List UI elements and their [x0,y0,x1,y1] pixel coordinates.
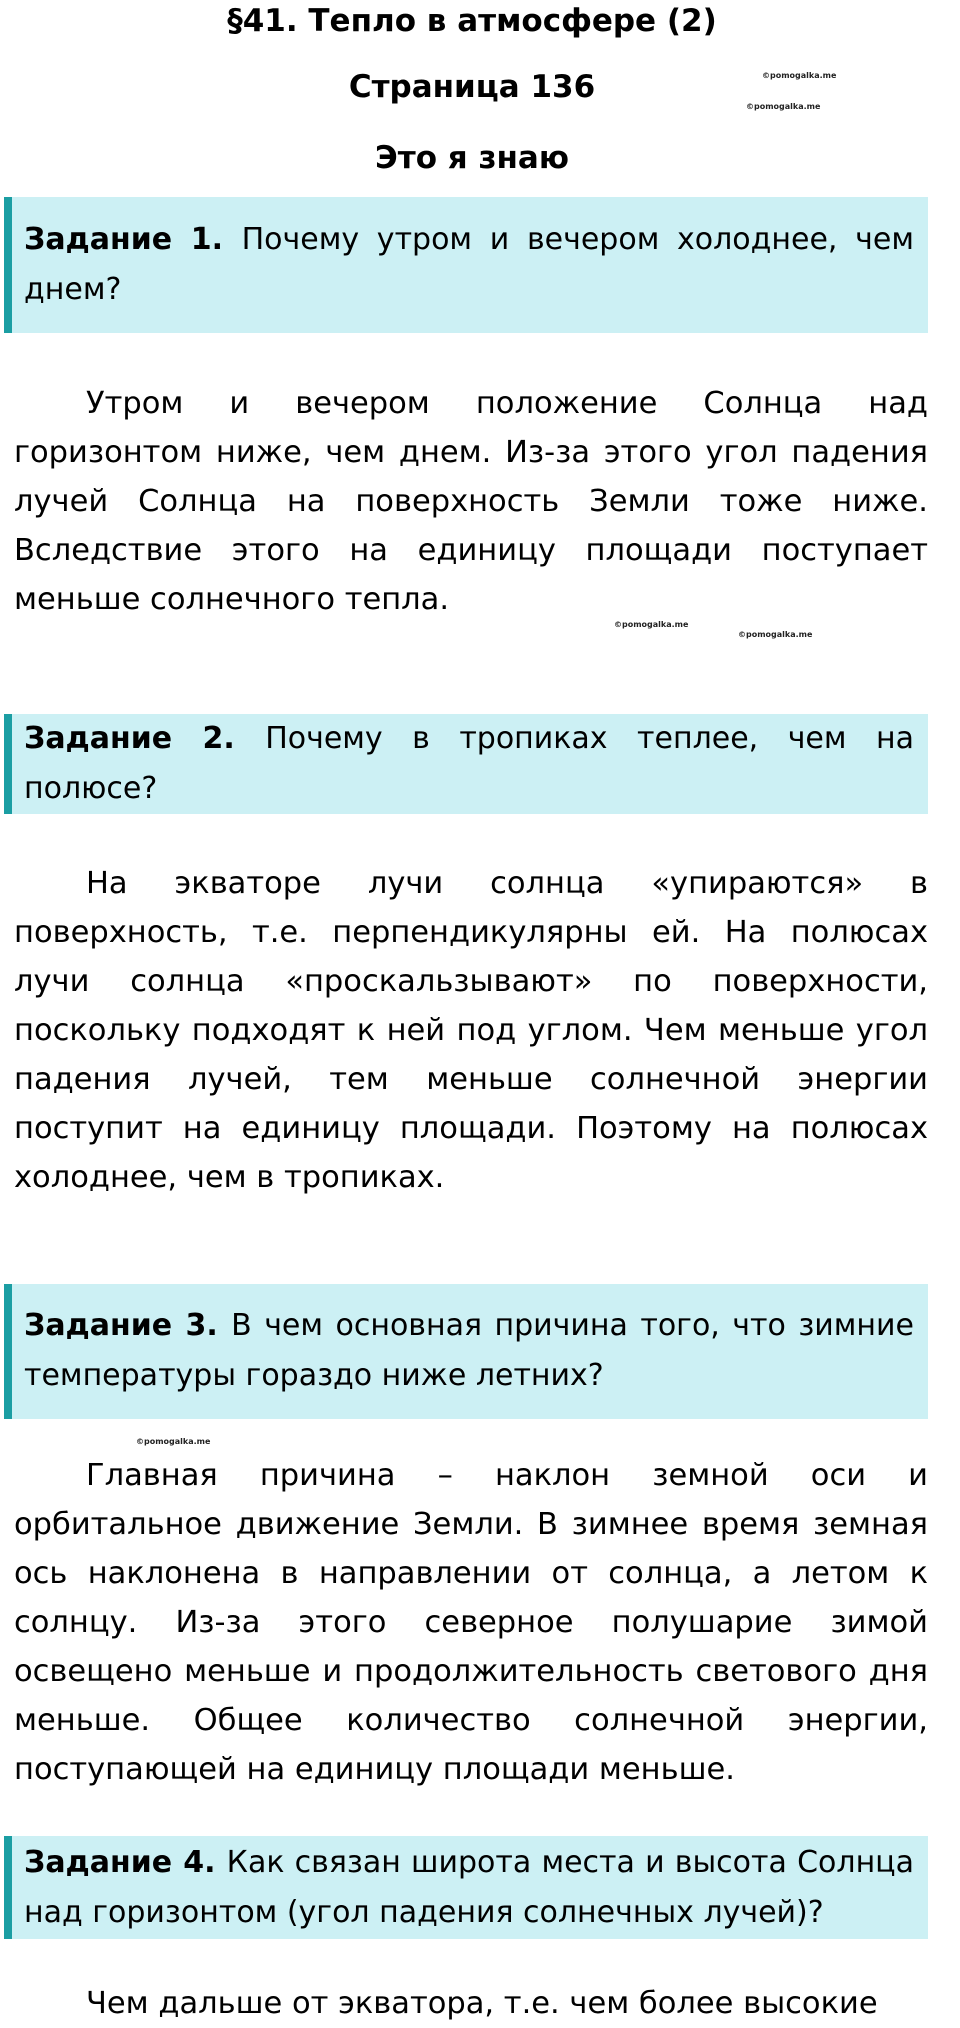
task-answer-1: Утром и вечером положение Солнца над горизонтом ниже, чем днем. Из-за этого угол падения лучей Солнца на поверхность Земли тоже ниже. Вследствие этого на единицу площади поступает меньше солнечного тепла. [14,386,928,617]
watermark: ©pomogalka.me [136,1437,211,1446]
watermark: ©pomogalka.me [614,620,689,629]
task-question: Почему в тропиках теплее, чем на полюсе? [24,721,914,806]
page-number-heading: Страница 136 [348,69,596,105]
section-heading: Это я знаю [375,140,569,176]
task-box-3 [4,1284,928,1419]
task-box-4 [4,1836,928,1939]
task-label: Задание 2. [24,721,266,756]
watermark: ©pomogalka.me [762,71,837,80]
watermark: ©pomogalka.me [746,102,821,111]
watermark: ©pomogalka.me [738,630,813,639]
task-box-1 [4,197,928,333]
task-answer-3: Главная причина – наклон земной оси и орбитальное движение Земли. В зимнее время земная ось наклонена в направлении от солнца, а летом к солнцу. Из-за этого северное полушарие зимой освещено меньше и продолжительность светового дня меньше. Общее количество солнечной энергии, поступающей на единицу площади меньше. [14,1458,928,1787]
task-question: В чем основная причина того, что зимние температуры гораздо ниже летних? [24,1308,914,1393]
task-label: Задание 1. [24,222,242,257]
task-box-2 [4,714,928,814]
task-label: Задание 3. [24,1308,232,1343]
task-question: Как связан широта места и высота Солнца над горизонтом (угол падения солнечных лучей)? [24,1845,914,1930]
task-label: Задание 4. [24,1845,227,1880]
task-answer-2: На экваторе лучи солнца «упираются» в поверхность, т.е. перпендикулярны ей. На полюсах лучи солнца «проскальзывают» по поверхности, поскольку подходят к ней под углом. Чем меньше угол падения лучей, тем меньше солнечной энергии поступит на единицу площади. Поэтому на полюсах холоднее, чем в тропиках. [14,866,928,1195]
page-title: §41. Тепло в атмосфере (2) [227,3,717,39]
task-answer-4: Чем дальше от экватора, т.е. чем более высокие [86,1986,878,2021]
task-question: Почему утром и вечером холоднее, чем днем? [24,222,914,307]
